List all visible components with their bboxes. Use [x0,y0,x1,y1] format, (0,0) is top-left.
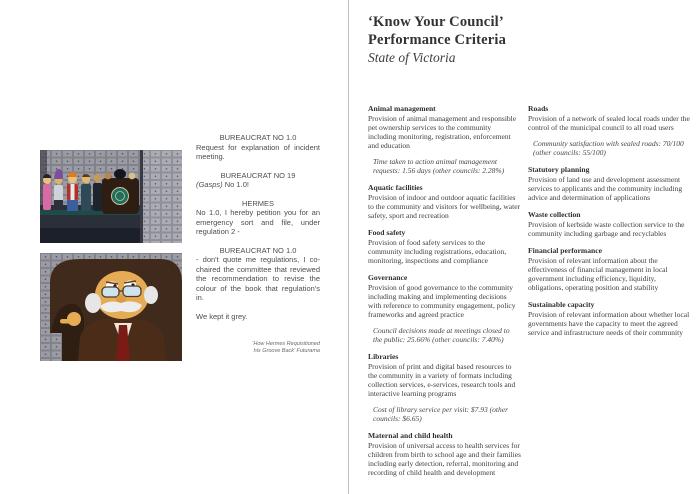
criterion-heading: Aquatic facilities [368,183,423,192]
page-title-line-2: Performance Criteria [368,32,507,48]
criterion-heading: Libraries [368,352,399,361]
criterion-section [368,352,521,423]
criterion-metric: Cost of library service per visit: $7.93 (other councils: $6.65) [373,405,508,423]
script-cue [196,171,320,190]
criterion-section [528,104,692,157]
closing-line: We kept it grey. [196,311,248,321]
cue-line: No 1.0, I hereby petition you for an emergency sort and file, under regulation 2 - [196,208,320,236]
criterion-section [528,300,692,337]
criterion-section [368,228,521,265]
criterion-section [368,104,521,175]
criterion-heading: Waste collection [528,210,581,219]
criterion-description: Provision of universal access to health services for children from birth to school age and their families including early detection, referral, monitoring and recording of child health and development [368,441,521,477]
cue-line: Request for explanation of incident meeting. [196,142,320,161]
criterion-heading: Roads [528,104,549,113]
credit-line-1: ‘How Hermes Requisitioned [252,341,320,347]
script-caption-panel [196,133,320,355]
script-cue [196,199,320,237]
criterion-description: Provision of land use and development assessment services to applicants and the community including advice and determination of applications [528,175,683,202]
criterion-heading: Governance [368,273,408,282]
criterion-description: Provision of kerbside waste collection service to the community including garbage and recyclables [528,220,685,238]
criterion-heading: Sustainable capacity [528,300,595,309]
cue-speaker: BUREAUCRAT NO 1.0 [219,245,297,255]
criterion-metric: Community satisfaction with sealed roads: 70/100 (other councils: 55/100) [533,139,684,157]
criterion-heading: Financial performance [528,246,603,255]
criterion-description: Provision of relevant information about whether local governments have the capacity to meet the agreed service and infrastructure needs of their community [528,310,690,337]
cue-speaker: BUREAUCRAT NO 19 [220,170,296,180]
criterion-heading: Animal management [368,104,436,113]
criterion-description: Provision of animal management and responsible pet ownership services to the community including monitoring, registration, enforcement and education [368,114,517,150]
script-cues [196,133,320,303]
criterion-description: Provision of relevant information about the effectiveness of financial management in local government including efficiency, liquidity, obligations, operating position and stability [528,256,668,292]
page-subtitle: State of Victoria [368,50,456,65]
page-header [368,13,668,67]
criterion-metric: Council decisions made at meetings closed to the public: 25.66% (other councils: 7.40%) [373,326,510,344]
script-cue [196,133,320,162]
page-title-line-1: ‘Know Your Council’ [368,14,504,30]
cue-speaker: BUREAUCRAT NO 1.0 [219,133,297,142]
film-stills [40,150,182,361]
criterion-section [368,273,521,344]
criterion-heading: Statutory planning [528,165,590,174]
criterion-section [528,246,692,292]
criteria-column-right [528,104,692,345]
criterion-description: Provision of food safety services to the community including registrations, education, monitoring, inspections and compliance [368,238,507,265]
criterion-section [528,210,692,238]
episode-credit [196,341,320,355]
criterion-heading: Maternal and child health [368,431,453,440]
criterion-description: Provision of a network of sealed local roads under the control of the municipal council to all road users [528,114,690,132]
futurama-bureaucrat-hall-image [40,150,182,243]
credit-line-2: his Groove Back’ Futurama [253,348,320,354]
criteria-column-left [368,104,521,485]
script-cue [196,246,320,303]
criterion-description: Provision of print and digital based resources to the community in a variety of formats including collection services, e-services, research tools and interactive learning programs [368,362,516,398]
cue-line: (Gasps) No 1.0! [196,180,249,189]
criterion-section [528,165,692,202]
criterion-section [368,183,521,220]
bureaucrat-closeup-image [40,253,182,361]
criterion-metric: Time taken to action animal management requests: 1.56 days (other councils: 2.28%) [373,157,505,175]
criterion-description: Provision of good governance to the community including making and implementing decisions with reference to community engagement, policy frameworks and agreed practice [368,283,516,319]
criterion-description: Provision of indoor and outdoor aquatic facilities to the community and visitors for wellbeing, water safety, sport and recreation [368,193,521,220]
criterion-section [368,431,521,477]
cue-speaker: HERMES [241,198,275,208]
cue-line: - don't quote me regulations, I co-chaired the committee that reviewed the recommendation to revise the colour of the book that regulation's in. [196,255,320,302]
vertical-divider [348,0,349,494]
criterion-heading: Food safety [368,228,406,237]
